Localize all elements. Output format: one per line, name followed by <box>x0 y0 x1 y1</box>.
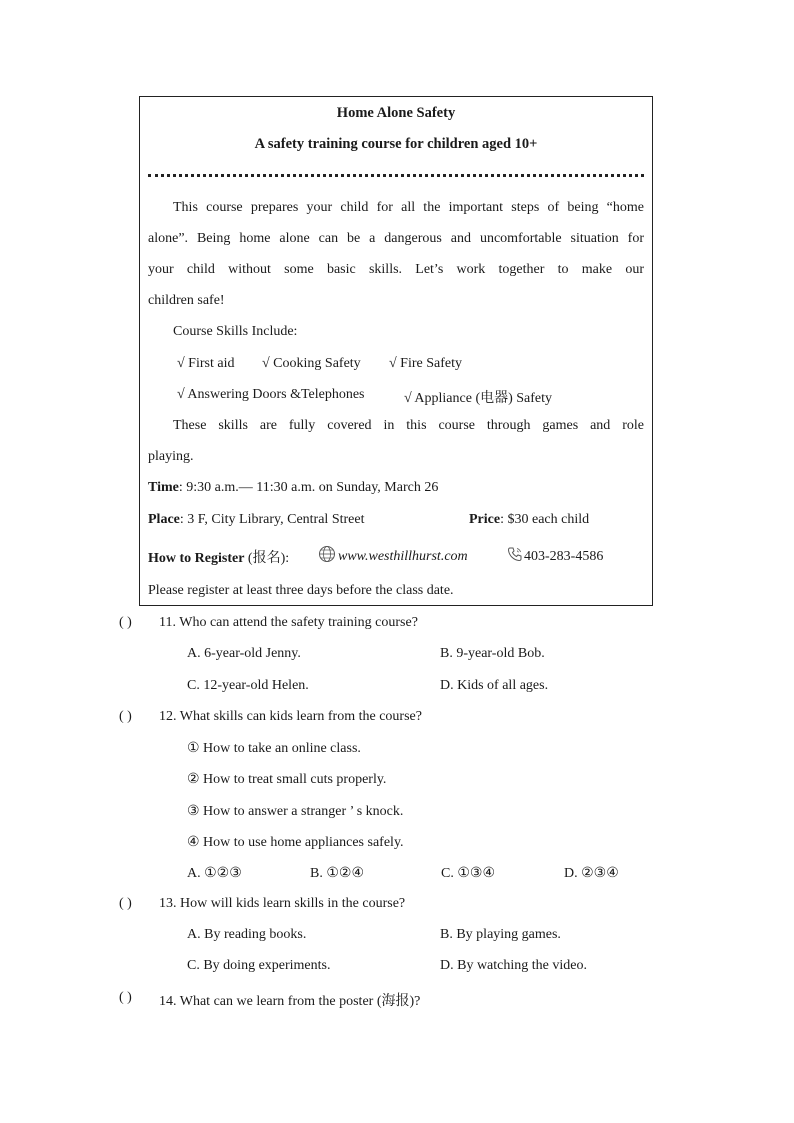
q13-option-a: A. By reading books. <box>187 927 307 942</box>
q12-item-4: ④ How to use home appliances safely. <box>187 835 404 850</box>
q12-stem: 12. What skills can kids learn from the course? <box>159 709 422 724</box>
q12-paren[interactable]: ( ) <box>119 709 132 724</box>
poster-box <box>139 96 653 606</box>
games-line-1: These skills are fully covered in this course through games and role <box>173 418 644 433</box>
q11-paren[interactable]: ( ) <box>119 615 132 630</box>
price-label: Price <box>469 512 501 527</box>
skill-first-aid: √ First aid <box>177 356 235 371</box>
q14-stem: 14. What can we learn from the poster (海报)? <box>159 994 421 1009</box>
q11-option-a: A. 6-year-old Jenny. <box>187 646 301 661</box>
poster-subtitle: A safety training course for children aged 10+ <box>254 136 538 152</box>
website-link[interactable]: www.westhillhurst.com <box>338 549 468 564</box>
skill-answering-doors: √ Answering Doors &Telephones <box>177 387 365 402</box>
q12-option-b: B. ①②④ <box>310 866 364 881</box>
q12-option-a: A. ①②③ <box>187 866 242 881</box>
register-label: How to Register <box>148 551 245 566</box>
skill-appliance-safety: √ Appliance (电器) Safety <box>404 391 553 406</box>
q11-option-d: D. Kids of all ages. <box>440 678 549 693</box>
globe-icon <box>318 545 336 563</box>
time-value: : 9:30 a.m.— 11:30 a.m. on Sunday, March 26 <box>178 480 439 495</box>
intro-line-4: children safe! <box>148 293 225 308</box>
time-label: Time <box>148 480 179 495</box>
q13-stem: 13. How will kids learn skills in the course? <box>159 896 406 911</box>
register-cn: (报名): <box>244 551 290 566</box>
phone-row <box>507 546 603 565</box>
skill-fire-safety: √ Fire Safety <box>389 356 463 371</box>
price-value: : $30 each child <box>500 512 590 527</box>
poster-title: Home Alone Safety <box>336 105 456 121</box>
phone-icon <box>507 546 523 562</box>
price-row <box>469 512 589 528</box>
intro-line-2: alone”. Being home alone can be a dangerous and uncomfortable situation for <box>148 231 644 246</box>
q13-option-d: D. By watching the video. <box>440 958 587 973</box>
register-note: Please register at least three days before the class date. <box>148 583 454 598</box>
q12-option-d: D. ②③④ <box>564 866 619 881</box>
q13-paren[interactable]: ( ) <box>119 896 132 911</box>
q11-option-b: B. 9-year-old Bob. <box>440 646 545 661</box>
q12-item-2: ② How to treat small cuts properly. <box>187 772 387 787</box>
q12-option-c: C. ①③④ <box>441 866 495 881</box>
place-row <box>148 512 364 528</box>
q13-option-c: C. By doing experiments. <box>187 958 331 973</box>
place-value: : 3 F, City Library, Central Street <box>179 512 365 527</box>
q13-option-b: B. By playing games. <box>440 927 561 942</box>
place-label: Place <box>148 512 180 527</box>
intro-line-1: This course prepares your child for all the important steps of being “home <box>173 200 644 215</box>
q12-item-3: ③ How to answer a stranger ’ s knock. <box>187 804 404 819</box>
time-row <box>148 480 438 496</box>
q11-option-c: C. 12-year-old Helen. <box>187 678 309 693</box>
phone-number: 403-283-4586 <box>524 549 604 564</box>
games-line-2: playing. <box>148 449 194 464</box>
skill-cooking-safety: √ Cooking Safety <box>262 356 361 371</box>
q12-item-1: ① How to take an online class. <box>187 741 361 756</box>
register-row <box>148 547 289 567</box>
intro-line-3: your child without some basic skills. Let’s work together to make our <box>148 262 644 277</box>
dotted-divider <box>148 170 644 177</box>
q11-stem: 11. Who can attend the safety training course? <box>159 615 418 630</box>
q14-paren[interactable]: ( ) <box>119 990 132 1005</box>
skills-intro: Course Skills Include: <box>173 324 298 339</box>
website-row <box>318 545 468 565</box>
